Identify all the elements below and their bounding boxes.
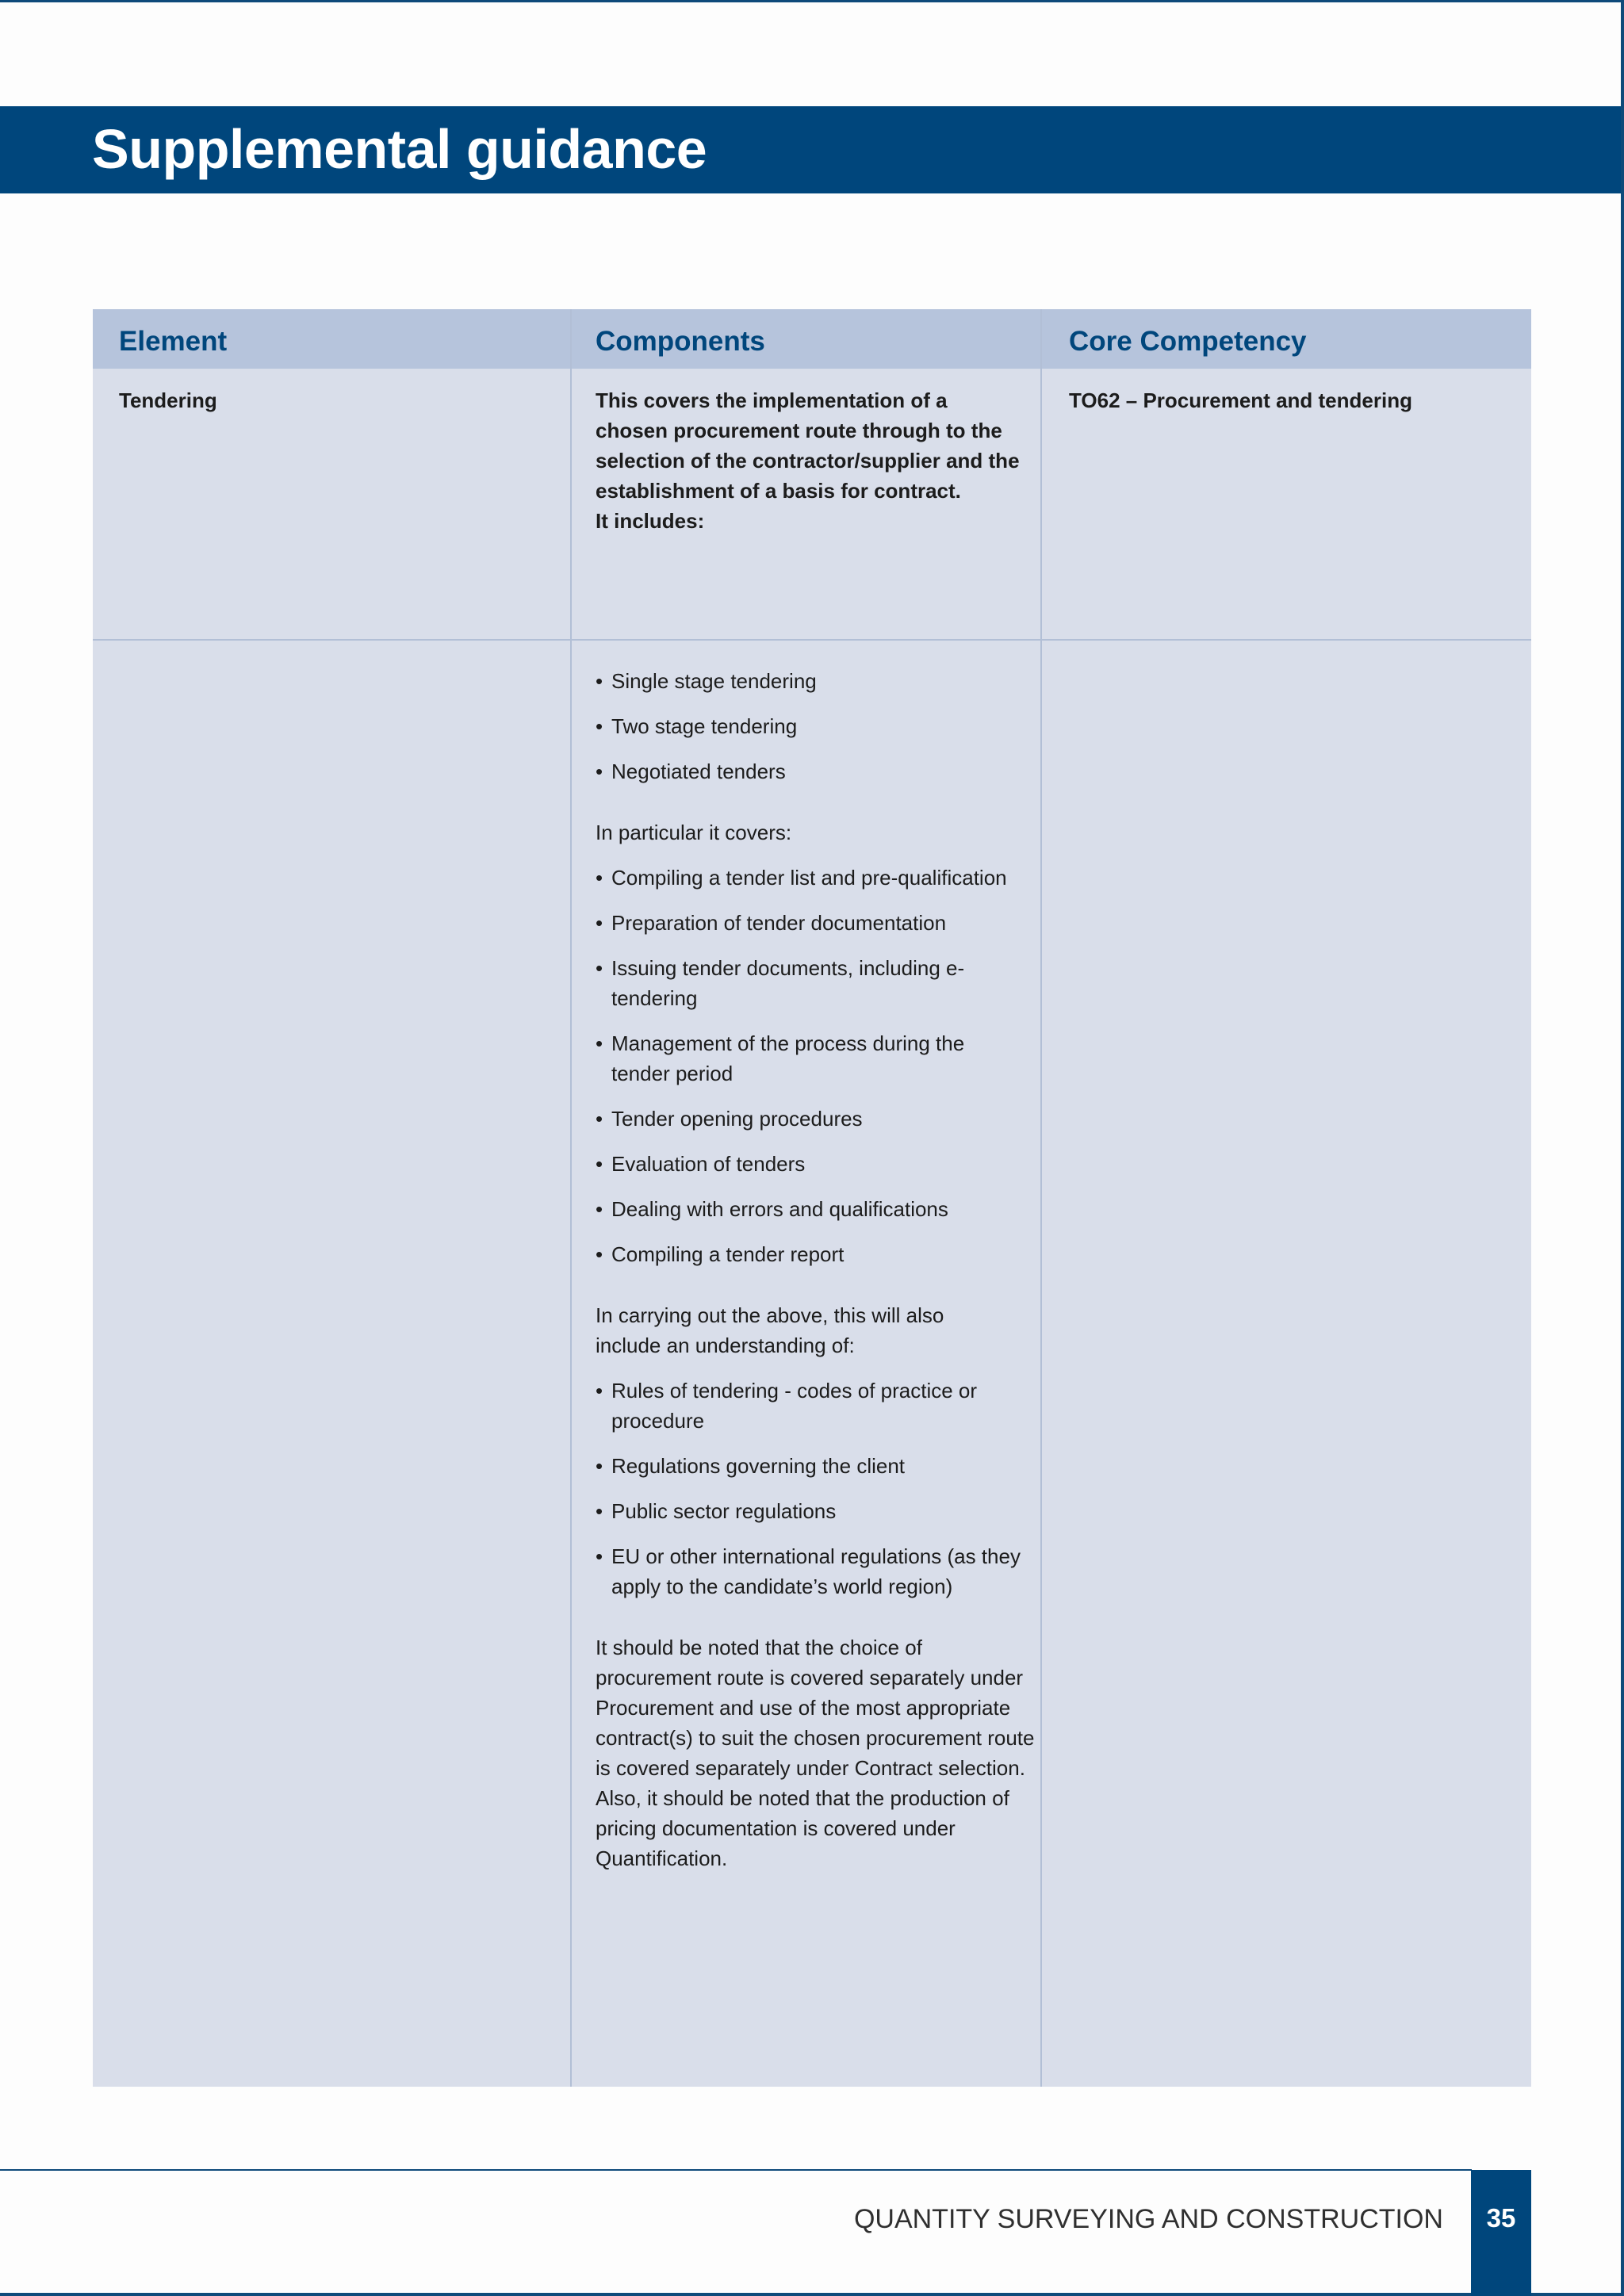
- components-intro-line: chosen procurement route through to the: [596, 419, 1002, 442]
- footer-title: QUANTITY SURVEYING AND CONSTRUCTION: [853, 2204, 1443, 2234]
- table-header: [93, 309, 1531, 369]
- components-intro-line: This covers the implementation of a: [596, 388, 948, 412]
- footer-rule: [0, 2169, 1472, 2171]
- components-intro-line: selection of the contractor/supplier and the: [596, 449, 1020, 473]
- list-item: • Preparation of tender documentation: [596, 911, 947, 935]
- components-detail: [596, 666, 1040, 1888]
- list-item: • Tender opening procedures: [596, 1107, 863, 1131]
- list-item: • Compiling a tender report: [596, 1242, 845, 1266]
- header-element: Element: [119, 326, 228, 357]
- list-item: • Two stage tendering: [596, 714, 798, 738]
- page-title: Supplemental guidance: [92, 118, 707, 180]
- components-intro-line: It includes:: [596, 509, 705, 533]
- list-item: • EU or other international regulations (as they apply to the candidate’s world region): [596, 1544, 1021, 1598]
- understanding-heading: In carrying out the above, this will also include an understanding of:: [596, 1303, 944, 1357]
- list-item: • Dealing with errors and qualifications: [596, 1197, 948, 1221]
- title-band: [0, 106, 1621, 193]
- list-item: • Single stage tendering: [596, 669, 817, 693]
- row-divider: [93, 639, 1531, 641]
- scope-note: It should be noted that the choice of procurement route is covered separately under Procurement and use of the most appropriate contract(s) to suit the chosen procurement route is covered separately under Contract selection. Also, it should be noted that the production of pricing documentation is covered under Quantification.: [596, 1636, 1035, 1870]
- list-item: • Regulations governing the client: [596, 1454, 906, 1478]
- list-item: • Rules of tendering - codes of practice or procedure: [596, 1379, 978, 1433]
- list-item: • Evaluation of tenders: [596, 1152, 806, 1176]
- element-tendering: Tendering: [119, 388, 217, 412]
- components-intro: [596, 385, 1040, 536]
- core-competency-value: TO62 – Procurement and tendering: [1069, 388, 1412, 412]
- guidance-table: [93, 309, 1531, 2087]
- list-item: • Compiling a tender list and pre-qualification: [596, 866, 1007, 890]
- list-item: • Issuing tender documents, including e- tendering: [596, 956, 965, 1010]
- header-components: Components: [596, 326, 765, 357]
- column-divider: [1040, 309, 1042, 2087]
- page-number: 35: [1486, 2203, 1516, 2233]
- covers-heading: In particular it covers:: [596, 821, 792, 844]
- list-item: • Negotiated tenders: [596, 760, 786, 783]
- list-item: • Management of the process during the tender period: [596, 1031, 965, 1085]
- components-intro-line: establishment of a basis for contract.: [596, 479, 961, 503]
- page-number-box: [1471, 2170, 1531, 2296]
- list-item: • Public sector regulations: [596, 1499, 837, 1523]
- header-core-competency: Core Competency: [1069, 326, 1307, 357]
- column-divider: [570, 309, 572, 2087]
